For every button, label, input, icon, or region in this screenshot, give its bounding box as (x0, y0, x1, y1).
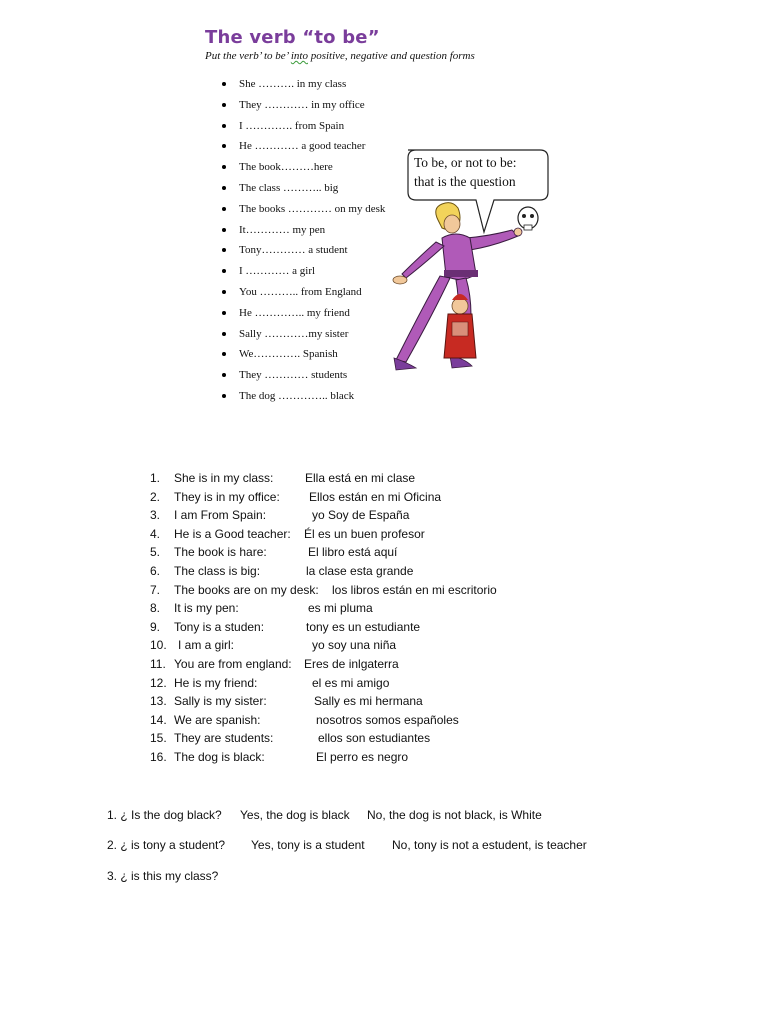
answer-number: 16. (150, 749, 167, 764)
answer-english: You are from england: (174, 656, 292, 671)
answer-row (150, 618, 497, 637)
answer-number: 3. (150, 508, 161, 523)
answer-row (150, 655, 497, 674)
answer-row (150, 469, 497, 488)
answer-number: 6. (150, 563, 161, 578)
instructions-pre: Put the verb’ to be’ (205, 50, 289, 62)
answer-spanish: Él es un buen profesor (304, 526, 425, 541)
answer-row (150, 711, 497, 730)
exercise-item: They ………… in my office (222, 97, 385, 118)
answer-number: 13. (150, 694, 167, 709)
answer-row (150, 692, 497, 711)
instructions (205, 50, 475, 62)
skull-icon (518, 207, 538, 230)
question-text: 3. ¿ is this my class? (107, 869, 219, 883)
answer-english: Tony is a studen: (174, 619, 265, 634)
answer-number: 14. (150, 712, 167, 727)
exercise-item: The books ………… on my desk (222, 201, 385, 222)
answer-spanish: yo Soy de España (312, 508, 410, 523)
exercise-item: The class ……….. big (222, 180, 385, 201)
answer-number: 5. (150, 545, 161, 560)
answer-spanish: yo soy una niña (312, 638, 397, 653)
exercise-item: She ………. in my class (222, 76, 385, 97)
answer-number: 15. (150, 731, 167, 746)
answer-english: We are spanish: (174, 712, 261, 727)
answer-english: Sally is my sister: (174, 694, 267, 709)
answer-english: He is my friend: (174, 675, 258, 690)
answer-english: They is in my office: (174, 489, 280, 504)
answer-number: 1. (150, 471, 161, 485)
answer-english: I am From Spain: (174, 508, 267, 523)
answer-number: 7. (150, 582, 161, 597)
exercise-list (222, 76, 385, 409)
answer-number: 4. (150, 526, 161, 541)
answer-english: The books are on my desk: (174, 582, 319, 597)
answer-spanish: los libros están en mi escritorio (332, 582, 497, 597)
answer-english: The class is big: (174, 563, 261, 578)
exercise-item: The book………here (222, 159, 385, 180)
answer-number: 9. (150, 619, 161, 634)
answer-spanish: Ella está en mi clase (305, 471, 416, 485)
answer-row (150, 562, 497, 581)
negative-answer: No, tony is not a estudent, is teacher (392, 838, 587, 852)
answer-spanish: es mi pluma (308, 601, 373, 616)
jester-figure (444, 294, 476, 358)
instructions-post: positive, negative and question forms (307, 50, 475, 62)
answer-spanish: tony es un estudiante (306, 619, 421, 634)
answer-number: 10. (150, 638, 167, 653)
answer-spanish: la clase esta grande (306, 563, 414, 578)
exercise-item: I ………… a girl (222, 263, 385, 284)
answer-english: They are students: (174, 731, 274, 746)
exercise-item: You ……….. from England (222, 284, 385, 305)
exercise-item: He ………….. my friend (222, 305, 385, 326)
answer-english: The dog is black: (174, 749, 265, 764)
exercise-item: It………… my pen (222, 222, 385, 243)
answer-english: I am a girl: (178, 638, 235, 653)
answer-row (150, 525, 497, 544)
instructions-squiggle-word: into (290, 50, 308, 62)
question-text: 2. ¿ is tony a student? (107, 838, 226, 852)
answer-row (150, 729, 497, 748)
answer-row (150, 488, 497, 507)
answer-row (150, 748, 497, 767)
exercise-item: He ………… a good teacher (222, 138, 385, 159)
answer-number: 2. (150, 489, 161, 504)
answer-row (150, 543, 497, 562)
answer-spanish: Eres de inlgaterra (304, 656, 399, 671)
answer-spanish: Sally es mi hermana (314, 694, 423, 709)
affirmative-answer: Yes, tony is a student (251, 838, 365, 852)
question-text: 1. ¿ Is the dog black? (107, 808, 222, 822)
answer-english: It is my pen: (174, 601, 239, 616)
page-title: The verb “to be” (205, 27, 380, 48)
speech-bubble-text (414, 153, 517, 191)
answer-spanish: El perro es negro (316, 749, 409, 764)
exercise-item: Tony………… a student (222, 242, 385, 263)
answer-english: He is a Good teacher: (174, 526, 291, 541)
answer-english: The book is hare: (174, 545, 267, 560)
speech-line: that is the question (414, 174, 516, 189)
answer-row (150, 636, 497, 655)
affirmative-answer: Yes, the dog is black (240, 808, 350, 822)
negative-answer: No, the dog is not black, is White (367, 808, 542, 822)
exercise-item: Sally …………my sister (222, 326, 385, 347)
exercise-item: They ………… students (222, 367, 385, 388)
answer-spanish: ellos son estudiantes (318, 731, 431, 746)
speech-line: To be, or not to be: (414, 155, 517, 170)
answer-english: She is in my class: (174, 471, 274, 485)
answers-list (150, 469, 497, 767)
answer-spanish: nosotros somos españoles (316, 712, 459, 727)
answer-row (150, 674, 497, 693)
exercise-item: The dog ………….. black (222, 388, 385, 409)
answer-spanish: el es mi amigo (312, 675, 390, 690)
answer-row (150, 506, 497, 525)
answer-number: 12. (150, 675, 167, 690)
answer-number: 11. (150, 656, 166, 671)
answer-spanish: Ellos están en mi Oficina (309, 489, 442, 504)
exercise-item: We…………. Spanish (222, 346, 385, 367)
answer-spanish: El libro está aquí (308, 545, 398, 560)
answer-row (150, 581, 497, 600)
answer-row (150, 599, 497, 618)
answer-number: 8. (150, 601, 161, 616)
exercise-item: I …………. from Spain (222, 118, 385, 139)
